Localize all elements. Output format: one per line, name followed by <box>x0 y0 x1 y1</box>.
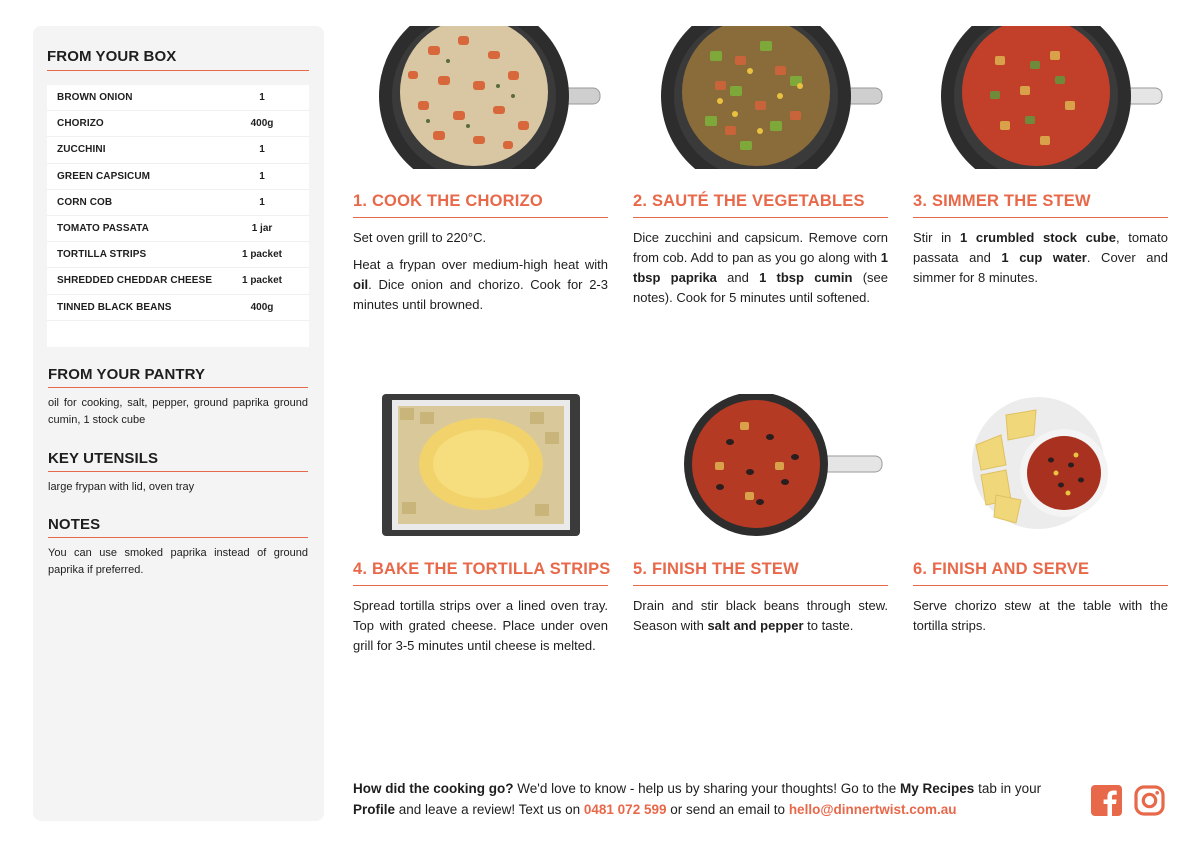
step-5-body <box>633 596 888 643</box>
step-3-bold: 1 crumbled stock cube <box>959 230 1116 245</box>
ingredient-row <box>47 137 309 163</box>
ingredient-row <box>47 216 309 242</box>
ingredients-panel <box>33 26 324 821</box>
ingredient-row <box>47 268 309 294</box>
step-5-p <box>633 596 888 636</box>
step-3-text: . Cover and simmer for 8 minutes. <box>913 250 1168 285</box>
ingredient-row <box>47 295 309 321</box>
ingredient-name: TOMATO PASSATA <box>57 223 149 235</box>
notes-section <box>48 516 308 579</box>
step-6-photo <box>966 395 1116 535</box>
ingredient-row <box>47 190 309 216</box>
ingredient-qty: 1 packet <box>241 275 283 287</box>
utensils-section <box>48 450 308 496</box>
step-1-body <box>353 228 608 322</box>
ingredient-qty: 400g <box>250 118 274 130</box>
step-2-text: and <box>716 270 760 285</box>
step-5-photo <box>660 392 885 537</box>
ingredient-qty: 1 jar <box>251 223 273 235</box>
step-6-p: Serve chorizo stew at the table with the tortilla strips. <box>913 598 1168 633</box>
step-5-title: 5. FINISH THE STEW <box>633 560 888 586</box>
notes-text: You can use smoked paprika instead of ground paprika if preferred. <box>48 547 308 576</box>
ingredient-row <box>47 164 309 190</box>
step-3-bold: 1 cup water <box>1001 250 1087 265</box>
step-5-text: to taste. <box>803 618 854 633</box>
step-1-text: Heat a frypan over medium-high heat with <box>353 257 608 272</box>
notes-title: NOTES <box>48 516 308 538</box>
footer-text: We'd love to know - help us by sharing your thoughts! Go to the <box>513 781 901 796</box>
step-3-text: Stir in <box>913 230 960 245</box>
step-4-p: Spread tortilla strips over a lined oven tray. Top with grated cheese. Place under oven grill for 3-5 minutes until cheese is melted. <box>353 598 608 653</box>
ingredient-qty: 400g <box>250 301 274 313</box>
from-your-box-title: FROM YOUR BOX <box>47 48 309 71</box>
pantry-title: FROM YOUR PANTRY <box>48 366 308 388</box>
from-your-box-header <box>47 48 309 71</box>
email-link[interactable]: hello@dinnertwist.com.au <box>788 802 957 817</box>
step-3-p <box>913 228 1168 288</box>
ingredient-name: SHREDDED CHEDDAR CHEESE <box>57 275 213 287</box>
step-3-title: 3. SIMMER THE STEW <box>913 192 1168 218</box>
ingredient-row <box>47 111 309 137</box>
step-6-title: 6. FINISH AND SERVE <box>913 560 1168 586</box>
step-2-body <box>633 228 888 315</box>
pantry-section <box>48 366 308 429</box>
ingredient-name: BROWN ONION <box>57 92 133 104</box>
ingredient-name: CHORIZO <box>57 118 104 130</box>
ingredient-qty: 1 <box>259 92 265 104</box>
my-recipes-link[interactable]: My Recipes <box>900 781 975 796</box>
feedback-footer <box>353 778 1073 820</box>
step-1-text: . Dice onion and chorizo. Cook for 2-3 minutes until browned. <box>353 277 608 312</box>
instagram-icon[interactable] <box>1134 785 1165 816</box>
utensils-text: large frypan with lid, oven tray <box>48 481 195 493</box>
step-2-bold: 1 tbsp cumin <box>759 270 853 285</box>
footer-text: or send an email to <box>666 802 789 817</box>
step-2-text: Dice zucchini and capsicum. Remove corn from cob. Add to pan as you go along with <box>633 230 888 265</box>
step-2-title: 2. SAUTÉ THE VEGETABLES <box>633 192 888 218</box>
ingredients-table <box>47 85 309 347</box>
ingredient-name: ZUCCHINI <box>57 144 106 156</box>
step-1-photo <box>378 26 603 171</box>
ingredient-name: GREEN CAPSICUM <box>57 170 151 182</box>
footer-text: and leave a review! Text us on <box>395 802 584 817</box>
step-3-text: , tomato passata and <box>913 230 1169 265</box>
step-4-title: 4. BAKE THE TORTILLA STRIPS <box>353 560 608 586</box>
step-2-p <box>633 228 888 308</box>
step-1-bold: oil <box>353 277 369 292</box>
ingredient-qty: 1 <box>259 144 265 156</box>
pantry-text: oil for cooking, salt, pepper, ground paprika ground cumin, 1 stock cube <box>48 397 308 426</box>
ingredient-qty: 1 <box>259 196 265 208</box>
ingredient-row <box>47 85 309 111</box>
ingredient-qty: 1 packet <box>241 249 283 261</box>
step-1-p1: Set oven grill to 220°C. <box>353 230 487 245</box>
footer-text: tab in your <box>974 781 1042 796</box>
step-2-bold: 1 tbsp paprika <box>633 250 888 285</box>
step-1-title: 1. COOK THE CHORIZO <box>353 192 608 218</box>
step-5-text: Drain and stir black beans through stew. Season with <box>633 598 888 633</box>
ingredient-name: TORTILLA STRIPS <box>57 249 147 261</box>
utensils-title: KEY UTENSILS <box>48 450 308 472</box>
step-2-photo <box>660 26 885 171</box>
ingredient-name: TINNED BLACK BEANS <box>57 301 172 313</box>
ingredient-name: CORN COB <box>57 196 113 208</box>
phone-link[interactable]: 0481 072 599 <box>583 802 667 817</box>
footer-question: How did the cooking go? <box>353 781 514 796</box>
step-3-body <box>913 228 1168 295</box>
step-4-photo <box>380 392 582 538</box>
facebook-icon[interactable] <box>1091 785 1122 816</box>
step-4-body <box>353 596 608 663</box>
step-6-body <box>913 596 1168 643</box>
profile-link[interactable]: Profile <box>353 802 396 817</box>
ingredient-row <box>47 242 309 268</box>
step-5-bold: salt and pepper <box>707 618 804 633</box>
step-1-p2 <box>353 255 608 315</box>
step-2-text: (see notes). Cook for 5 minutes until softened. <box>633 270 889 305</box>
ingredient-qty: 1 <box>259 170 265 182</box>
step-3-photo <box>940 26 1165 171</box>
